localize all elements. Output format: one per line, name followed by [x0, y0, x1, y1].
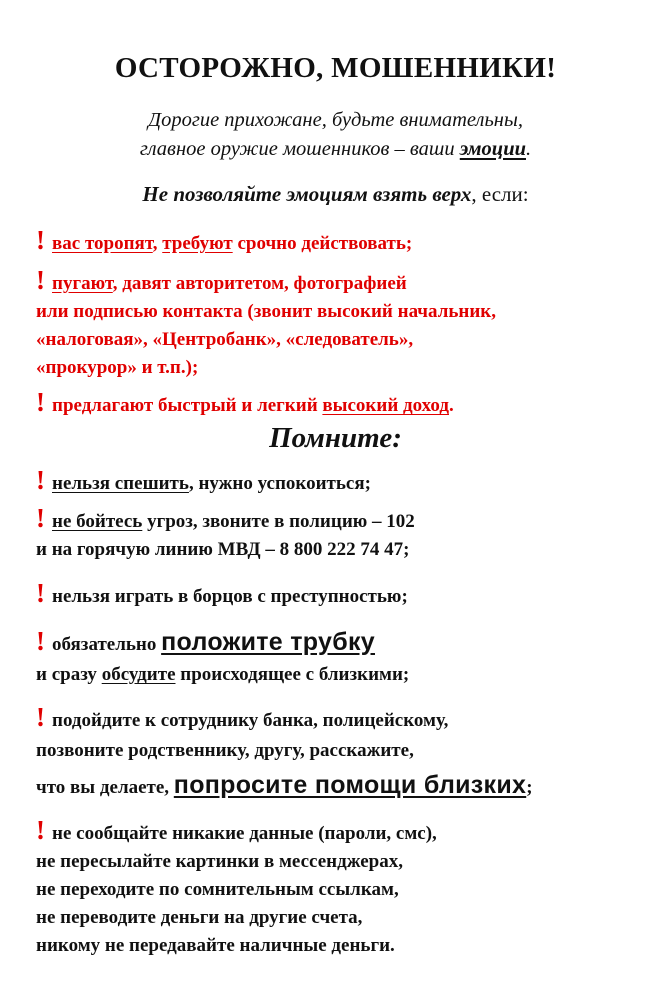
tip-text: ; [526, 777, 533, 798]
tip-line: не переходите по сомнительным ссылкам, [36, 879, 399, 900]
exclamation-icon: ! [36, 702, 45, 732]
tip-item-no-hurry [36, 465, 657, 498]
tip-text: происходящее с близкими; [175, 664, 410, 685]
ask-help-emphasis: попросите помощи близких [173, 771, 527, 799]
tip-item-hang-up [36, 628, 657, 689]
tip-item-no-data [36, 815, 657, 960]
warning-item-income [36, 387, 657, 420]
tip-text: не сообщайте никакие данные (пароли, смс), [52, 823, 437, 844]
tip-text: нельзя играть в борцов с преступностью; [52, 586, 408, 607]
exclamation-icon: ! [36, 503, 45, 533]
subtitle [0, 106, 671, 164]
tip-line [36, 815, 657, 848]
tip-item-call-police [36, 503, 657, 564]
warning-text: срочно действовать; [232, 233, 413, 254]
warning-text: высокий доход [322, 395, 449, 416]
exclamation-icon: ! [36, 387, 45, 417]
tip-line: не переводите деньги на другие счета, [36, 907, 363, 928]
subtitle-line-2 [0, 135, 671, 164]
tip-text: не бойтесь [52, 511, 143, 532]
exclamation-icon: ! [36, 265, 45, 295]
tip-line: позвоните родственнику, другу, расскажите, [36, 740, 414, 761]
warning-text: вас торопят [52, 233, 153, 254]
warning-text: , [152, 233, 163, 254]
emotions-emphasis: эмоции [459, 138, 526, 160]
warning-line: «прокурор» и т.п.); [36, 357, 199, 378]
tip-text: и сразу [36, 664, 102, 685]
warning-line [36, 265, 657, 298]
warning-text: пугают [52, 273, 113, 294]
lead-emphasis: Не позволяйте эмоциям взять верх [142, 182, 472, 206]
tip-item-ask-help [36, 702, 657, 803]
tip-line: и на горячую линию МВД – 8 800 222 74 47; [36, 539, 410, 560]
tip-line [36, 702, 657, 736]
warning-text: . [449, 395, 454, 416]
warning-text: предлагают быстрый и легкий [52, 395, 323, 416]
hang-up-emphasis: положите трубку [161, 628, 375, 656]
warning-item-rush [36, 225, 657, 258]
tip-line [36, 770, 657, 803]
tip-line [36, 628, 657, 659]
tip-item-no-fighting [36, 578, 657, 611]
warning-line: «налоговая», «Центробанк», «следователь», [36, 329, 414, 350]
tip-text: нельзя спешить [52, 473, 189, 494]
tip-text: угроз, звоните в полицию – 102 [142, 511, 415, 532]
tip-text: , нужно успокоиться; [188, 473, 371, 494]
subtitle-text: главное оружие мошенников – ваши [139, 138, 460, 160]
tip-line: не пересылайте картинки в мессенджерах, [36, 851, 403, 872]
warning-text: , давят авторитетом, фотографией [112, 273, 407, 294]
remember-heading: Помните: [269, 422, 402, 454]
exclamation-icon: ! [36, 465, 45, 495]
tip-text: подойдите к сотруднику банка, полицейскому, [52, 710, 449, 731]
tip-text: обсудите [101, 664, 176, 685]
tip-line: никому не передавайте наличные деньги. [36, 935, 395, 956]
exclamation-icon: ! [36, 578, 45, 608]
lead-rest: , если: [471, 182, 529, 206]
warning-line: или подписью контакта (звонит высокий начальник, [36, 301, 496, 322]
tip-line [36, 661, 657, 689]
tip-text: что вы делаете, [36, 777, 174, 798]
warning-item-scare [36, 265, 657, 382]
lead-sentence [0, 182, 671, 207]
warning-text: требуют [162, 233, 233, 254]
tip-line [36, 503, 657, 536]
subtitle-line-1: Дорогие прихожане, будьте внимательны, [148, 109, 523, 131]
page-title: ОСТОРОЖНО, МОШЕННИКИ! [114, 52, 557, 84]
exclamation-icon: ! [36, 815, 45, 845]
exclamation-icon: ! [36, 225, 45, 255]
subtitle-period: . [526, 138, 532, 160]
tip-text: обязательно [52, 634, 162, 655]
exclamation-icon: ! [36, 626, 45, 656]
